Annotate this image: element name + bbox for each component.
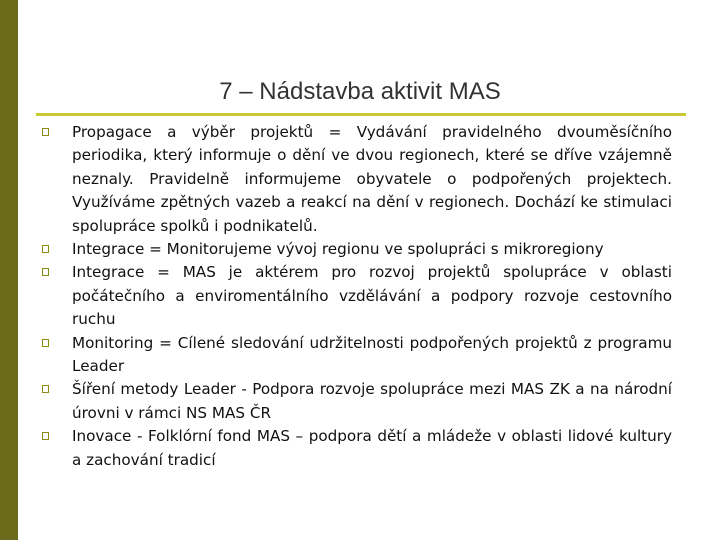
bullet-item bbox=[40, 121, 672, 238]
bullet-item bbox=[40, 378, 672, 425]
bullet-list bbox=[40, 121, 672, 472]
bullet-item bbox=[40, 332, 672, 379]
decorative-sidebar bbox=[0, 0, 18, 540]
square-bullet-icon bbox=[42, 245, 49, 253]
bullet-item bbox=[40, 261, 672, 331]
bullet-item bbox=[40, 238, 672, 261]
square-bullet-icon bbox=[42, 268, 49, 276]
bullet-text: Inovace - Folklórní fond MAS – podpora dětí a mládeže v oblasti lidové kultury a zachování tradicí bbox=[72, 427, 672, 469]
square-bullet-icon bbox=[42, 385, 49, 393]
bullet-text: Propagace a výběr projektů = Vydávání pravidelného dvouměsíčního periodika, který informuje o dění ve dvou regionech, které se dříve vzájemně neznaly. Pravidelně informujeme obyvatele o podpořených projektech. Využíváme zpětných vazeb a reakcí na dění v regionech. Dochází ke stimulaci spolupráce spolků i podnikatelů. bbox=[72, 123, 672, 235]
title-underline bbox=[36, 113, 686, 116]
slide-title: 7 – Nádstavba aktivit MAS bbox=[219, 78, 501, 105]
bullet-text: Integrace = Monitorujeme vývoj regionu ve spolupráci s mikroregiony bbox=[72, 240, 604, 259]
bullet-item bbox=[40, 425, 672, 472]
bullet-text: Šíření metody Leader - Podpora rozvoje spolupráce mezi MAS ZK a na národní úrovni v rámci NS MAS ČR bbox=[72, 380, 672, 422]
square-bullet-icon bbox=[42, 432, 49, 440]
square-bullet-icon bbox=[42, 128, 49, 136]
bullet-text: Monitoring = Cílené sledování udržitelnosti podpořených projektů z programu Leader bbox=[72, 333, 672, 376]
bullet-text: Integrace = MAS je aktérem pro rozvoj projektů spolupráce v oblasti počátečního a enviromentálního vzdělávání a podpory rozvoje cestovního ruchu bbox=[72, 263, 672, 329]
square-bullet-icon bbox=[42, 339, 49, 347]
